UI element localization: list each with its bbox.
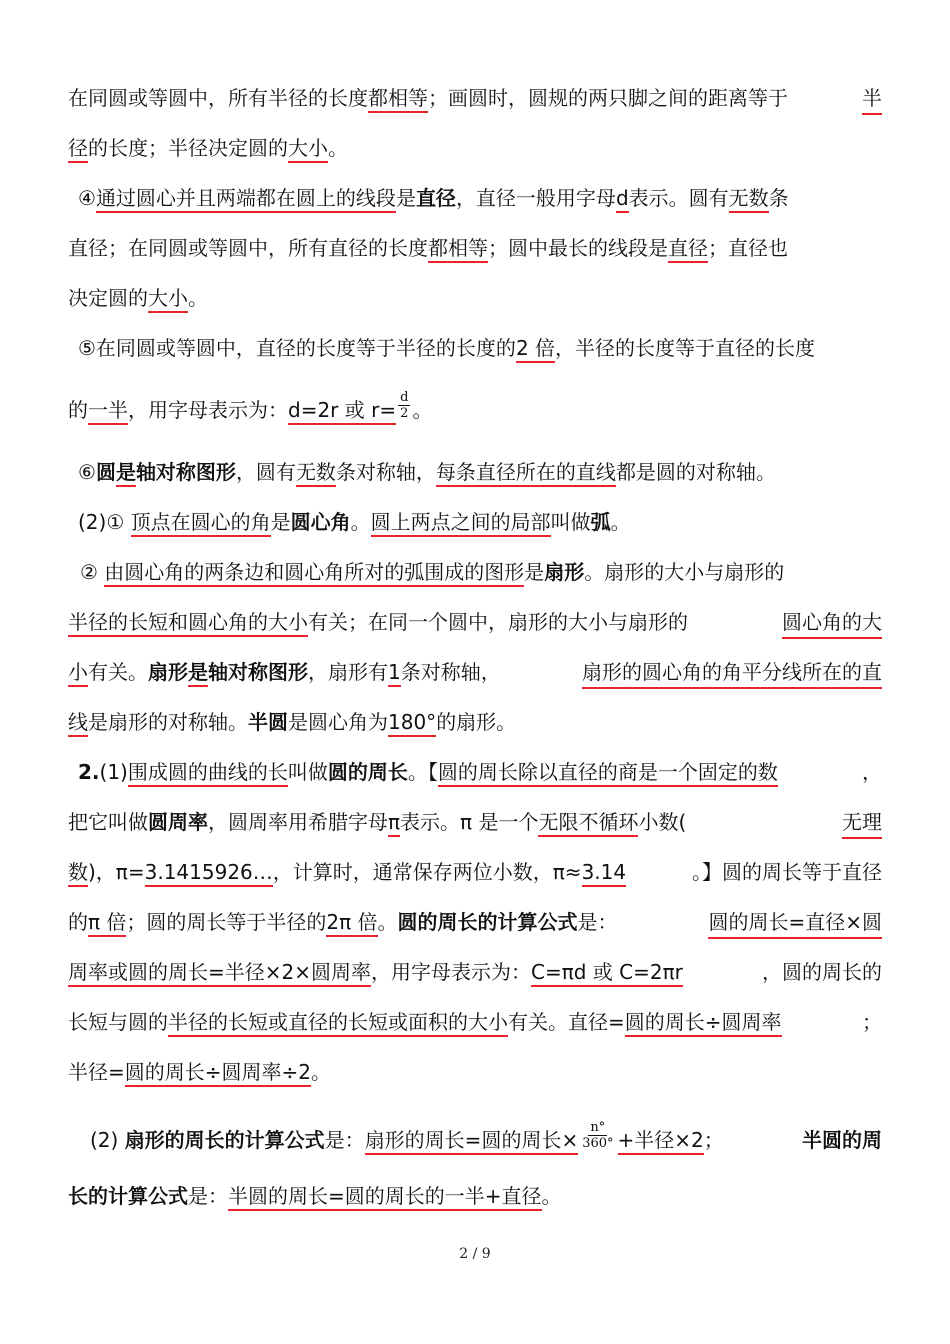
text-line-3: ④通过圆心并且两端都在圆上的线段是直径，直径一般用字母d表示。圆有无数条	[78, 184, 882, 212]
text-line-20: 半径=圆的周长÷圆周率÷2。	[68, 1058, 882, 1086]
text-line-6: ⑤在同圆或等圆中，直径的长度等于半径的长度的2 倍，半径的长度等于直径的长度	[78, 334, 882, 362]
text-line-1: 在同圆或等圆中，所有半径的长度都相等；画圆时，圆规的两只脚之间的距离等于 半	[68, 84, 882, 115]
text-line-22: 长的计算公式是：半圆的周长=圆的周长的一半+直径。	[68, 1182, 882, 1210]
text-line-13: 线是扇形的对称轴。半圆是圆心角为180°的扇形。	[68, 708, 882, 736]
text-line-5: 决定圆的大小。	[68, 284, 882, 312]
text-line-18: 周率或圆的周长=半径×2×圆周率，用字母表示为：C=πd 或 C=2πr ，圆的周长的	[68, 958, 882, 986]
text-line-8: ⑥圆是轴对称图形，圆有无数条对称轴，每条直径所在的直线都是圆的对称轴。	[78, 458, 882, 486]
text-line-12: 小有关。扇形是轴对称图形，扇形有1条对称轴， 扇形的圆心角的角平分线所在的直	[68, 658, 882, 689]
fraction-n-over-360: $\frac{n^\circ}{360^\circ}$	[582, 1120, 614, 1151]
text-line-11: 半径的长短和圆心角的大小有关；在同一个圆中，扇形的大小与扇形的 圆心角的大	[68, 608, 882, 639]
text-line-19: 长短与圆的半径的长短或直径的长短或面积的大小有关。直径=圆的周长÷圆周率 ；	[68, 1008, 882, 1036]
text-line-10: ② 由圆心角的两条边和圆心角所对的弧围成的图形是扇形。扇形的大小与扇形的	[80, 558, 882, 586]
text-line-7: 的一半，用字母表示为：d=2r 或 r= $\frac{d}{2}$ 。	[68, 396, 882, 427]
text-line-17: 的π 倍；圆的周长等于半径的2π 倍。圆的周长的计算公式是： 圆的周长=直径×圆	[68, 908, 882, 939]
fraction-d-over-2: $\frac{d}{2}$	[400, 390, 409, 421]
text-line-16: 数)，π=3.1415926…，计算时，通常保存两位小数，π≈3.14 。】圆的周长等于直径	[68, 858, 882, 886]
text-line-21: (2) 扇形的周长的计算公式是：扇形的周长=圆的周长× $\frac{n^\circ}{360^\circ}$ +半径×2； 半圆的周	[90, 1126, 882, 1157]
text-line-2: 径的长度；半径决定圆的大小。	[68, 134, 882, 162]
text-line-14: 2.(1)围成圆的曲线的长叫做圆的周长。【圆的周长除以直径的商是一个固定的数 ，	[78, 758, 882, 786]
page-number: 2 / 9	[459, 1246, 491, 1262]
text-line-9: (2)① 顶点在圆心的角是圆心角。圆上两点之间的局部叫做弧。	[78, 508, 882, 536]
text-line-4: 直径；在同圆或等圆中，所有直径的长度都相等；圆中最长的线段是直径；直径也	[68, 234, 882, 262]
text-line-15: 把它叫做圆周率，圆周率用希腊字母π表示。π 是一个无限不循环小数( 无理	[68, 808, 882, 839]
